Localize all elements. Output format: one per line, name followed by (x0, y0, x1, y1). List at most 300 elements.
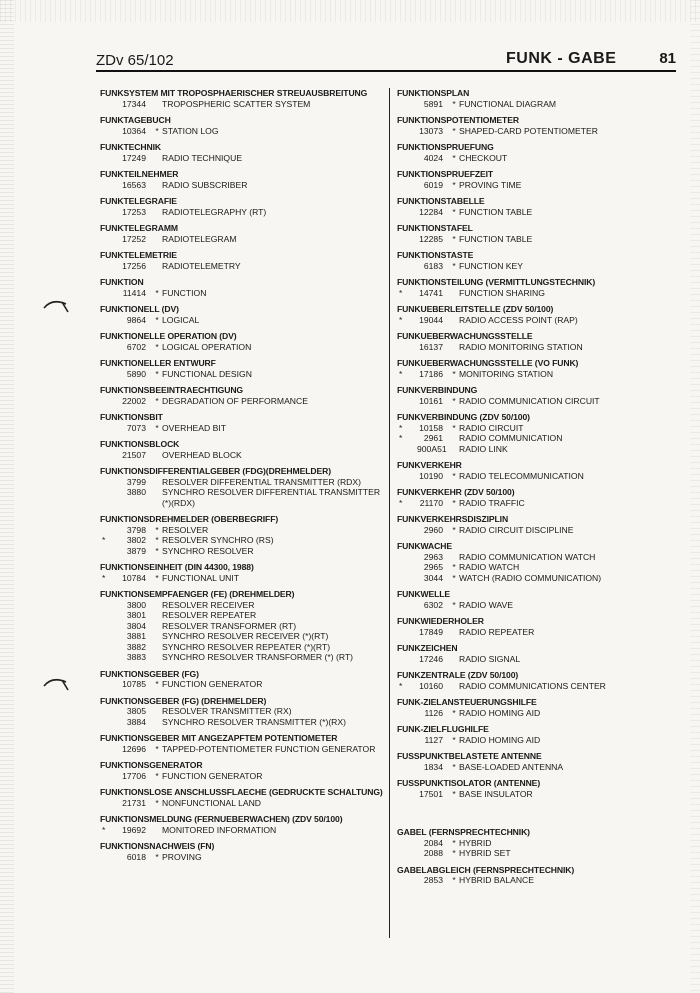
entry-translation-row (100, 852, 390, 863)
entry-translation-row (100, 315, 390, 326)
entry-marker (397, 342, 417, 353)
entry-number: 3884 (126, 716, 146, 727)
entry-translation: MONITORING STATION (459, 368, 554, 379)
entry-number: 3801 (126, 610, 146, 620)
entry-headword: FUNKTION (100, 277, 144, 287)
entry-marker: * (399, 314, 403, 325)
entry-star (449, 342, 459, 353)
dictionary-entry (397, 865, 667, 886)
entry-marker (100, 487, 120, 508)
entry-translation: DEGRADATION OF PERFORMANCE (162, 395, 308, 406)
entry-number: 13073 (419, 125, 443, 136)
entry-marker (397, 180, 417, 191)
entry-number: 3802 (126, 535, 146, 545)
entry-translation-row (100, 610, 390, 621)
entry-marker (100, 798, 120, 809)
entry-marker (100, 450, 120, 461)
entry-translation-row (100, 771, 390, 782)
entry-translation-row (100, 546, 390, 557)
entry-marker (100, 153, 120, 164)
dictionary-entry (397, 304, 667, 325)
dictionary-entry (397, 460, 667, 481)
entry-star (449, 654, 459, 665)
entry-translation: HYBRID SET (459, 848, 511, 858)
entry-translation: RADIO COMMUNICATION (459, 433, 563, 443)
entry-translation: HYBRID BALANCE (459, 875, 534, 885)
entry-headword: FUNK-ZIELANSTEUERUNGSHILFE (397, 697, 537, 707)
entry-headword: FUSSPUNKTBELASTETE ANTENNE (397, 751, 542, 761)
entry-star (449, 681, 459, 692)
entry-number: 10158 (419, 422, 443, 433)
entry-marker (100, 315, 120, 326)
entry-headword: FUNKWIEDERHOLER (397, 616, 484, 626)
entry-translation: PROVING TIME (459, 179, 522, 190)
entry-marker: * (399, 433, 403, 443)
entry-translation: LOGICAL (162, 314, 200, 325)
entry-headword: FUNKUEBERWACHUNGSSTELLE (VO FUNK) (397, 358, 579, 368)
entry-number: 10364 (122, 125, 146, 136)
entry-marker (397, 838, 417, 849)
entry-translation: RADIO TECHNIQUE (162, 152, 243, 163)
entry-translation: SYNCHRO RESOLVER RECEIVER (*)(RT) (162, 631, 329, 641)
entry-star (152, 477, 162, 488)
entry-translation-row (397, 423, 667, 434)
entry-number: 14741 (419, 287, 443, 298)
entry-star (152, 610, 162, 621)
dictionary-entry (100, 385, 390, 406)
entry-headword: FUNKTEILNEHMER (100, 169, 179, 179)
entry-headword: FUNKTIONSLOSE ANSCHLUSSFLAECHE (GEDRUCKTE SCHALTUNG) (100, 787, 383, 797)
entry-translation-row (100, 573, 390, 584)
entry-translation: RESOLVER (162, 524, 209, 535)
entry-translation-row (100, 744, 390, 755)
entry-headword: FUNKUEBERLEITSTELLE (ZDV 50/100) (397, 304, 554, 314)
entry-translation-row (397, 627, 667, 638)
entry-marker (397, 471, 417, 482)
entry-number: 17253 (122, 206, 146, 217)
entry-number: 17252 (122, 233, 146, 244)
entry-translation-row (397, 234, 667, 245)
entry-star: * (452, 761, 456, 772)
dictionary-entry (100, 358, 390, 379)
dictionary-entry (397, 169, 667, 190)
entry-star (152, 600, 162, 611)
entry-translation-row (100, 621, 390, 632)
entry-translation: RADIO TELECOMMUNICATION (459, 470, 584, 481)
entry-marker (100, 126, 120, 137)
entry-marker (100, 369, 120, 380)
entry-headword: FUNKTIONSPLAN (397, 88, 470, 98)
entry-headword: GABELABGLEICH (FERNSPRECHTECHNIK) (397, 864, 575, 875)
entry-headword: FUNKTIONSBIT (100, 412, 163, 422)
entry-marker: * (399, 287, 403, 298)
entry-number: 10785 (122, 679, 146, 689)
entry-translation-row (397, 848, 667, 859)
entry-number: 3880 (126, 487, 146, 497)
entry-number: 5891 (423, 98, 443, 109)
entry-star: * (155, 572, 159, 583)
entry-translation-row (100, 207, 390, 218)
entry-star: * (452, 524, 456, 535)
dictionary-entry (397, 589, 667, 610)
entry-marker (100, 717, 120, 728)
entry-headword: FUNKTIONSBLOCK (100, 439, 180, 449)
entry-star: * (155, 851, 159, 862)
entry-translation: FUNCTION SHARING (459, 287, 545, 298)
entry-headword: FUNKTAGEBUCH (100, 115, 171, 125)
dictionary-entry (100, 115, 390, 136)
dictionary-entry (397, 385, 667, 406)
entry-number: 2961 (423, 433, 443, 443)
entry-translation: RESOLVER TRANSMITTER (RX) (162, 706, 292, 716)
entry-translation: RADIO COMMUNICATIONS CENTER (459, 680, 606, 691)
dictionary-entry (100, 304, 390, 325)
entry-star: * (155, 314, 159, 325)
entry-translation: BASE-LOADED ANTENNA (459, 761, 564, 772)
entry-translation: RESOLVER REPEATER (162, 610, 257, 620)
entry-star: * (452, 562, 456, 572)
entry-number: 7073 (126, 422, 146, 433)
entry-marker (100, 642, 120, 653)
entry-number: 3881 (126, 631, 146, 641)
entry-marker (100, 234, 120, 245)
entry-marker (100, 396, 120, 407)
entry-number: 17849 (419, 626, 443, 637)
dictionary-entry (100, 589, 390, 663)
entry-marker (397, 444, 417, 455)
entry-headword: FUNKTIONSEMPFAENGER (FE) (DREHMELDER) (100, 589, 295, 599)
entry-number: 17706 (122, 770, 146, 781)
entry-marker (397, 99, 417, 110)
entry-translation: RADIO COMMUNICATION WATCH (459, 551, 596, 562)
dictionary-entry (100, 787, 390, 808)
entry-marker: * (399, 368, 403, 379)
entry-number: 3044 (423, 572, 443, 583)
entry-headword: FUNKVERBINDUNG (397, 385, 478, 395)
entry-star (152, 234, 162, 245)
entry-star: * (155, 422, 159, 433)
entry-translation-row (397, 433, 667, 444)
entry-star (152, 631, 162, 642)
dictionary-entry (100, 696, 390, 728)
dictionary-entry (100, 331, 390, 352)
entry-translation-row (100, 652, 390, 663)
entry-star (449, 552, 459, 563)
entry-headword: FUNKTIONSMELDUNG (FERNUEBERWACHEN) (ZDV 50/100) (100, 814, 343, 824)
entry-translation-row (397, 735, 667, 746)
dictionary-entry (397, 827, 667, 859)
dictionary-entry (397, 724, 667, 745)
entry-translation: NONFUNCTIONAL LAND (162, 797, 261, 808)
entry-marker (397, 573, 417, 584)
entry-headword: FUNKTECHNIK (100, 142, 161, 152)
entry-translation-row (397, 573, 667, 584)
column-gap (397, 805, 667, 827)
entry-headword: FUNKSYSTEM MIT TROPOSPHAERISCHER STREUAUSBREITUNG (100, 88, 368, 98)
entry-number: 3879 (126, 545, 146, 556)
entry-translation-row (397, 396, 667, 407)
entry-translation: RESOLVER TRANSFORMER (RT) (162, 620, 297, 631)
entry-headword: FUNKTIONELLER ENTWURF (100, 358, 216, 368)
entry-translation-row (100, 679, 390, 690)
entry-star: * (155, 797, 159, 808)
entry-headword: FUSSPUNKTISOLATOR (ANTENNE) (397, 778, 541, 788)
dictionary-entry (100, 760, 390, 781)
dictionary-entry (100, 88, 390, 109)
entry-star (449, 288, 459, 299)
entry-number: 16563 (122, 179, 146, 190)
entry-star: * (155, 535, 159, 545)
entry-translation: RESOLVER RECEIVER (162, 599, 255, 610)
entry-marker (100, 207, 120, 218)
entry-translation: FUNCTIONAL DESIGN (162, 368, 252, 379)
entry-number: 6702 (126, 341, 146, 352)
dictionary-entry (397, 670, 667, 691)
entry-number: 1834 (423, 761, 443, 772)
dictionary-entry (100, 439, 390, 460)
entry-translation: SYNCHRO RESOLVER REPEATER (*)(RT) (162, 641, 331, 652)
entry-star: * (452, 707, 456, 718)
entry-star: * (155, 679, 159, 689)
dictionary-entry (397, 115, 667, 136)
entry-number: 3799 (126, 476, 146, 487)
entry-headword: FUNKTIONSNACHWEIS (FN) (100, 841, 215, 851)
entry-headword: FUNKTIONELL (DV) (100, 304, 179, 314)
scan-noise-top (0, 0, 700, 22)
entry-translation-row (100, 477, 390, 488)
entry-translation: RADIOTELEGRAM (162, 233, 237, 244)
entry-translation-row (397, 471, 667, 482)
dictionary-entry (397, 358, 667, 379)
entry-number: 2965 (423, 562, 443, 572)
entry-star: * (452, 875, 456, 885)
entry-headword: FUNK-ZIELFLUGHILFE (397, 724, 489, 734)
entry-translation: RADIO MONITORING STATION (459, 341, 583, 352)
entry-star (152, 717, 162, 728)
entry-number: 19044 (419, 314, 443, 325)
entry-marker (397, 654, 417, 665)
entry-marker (397, 562, 417, 573)
entry-number: 3883 (126, 652, 146, 662)
entry-translation: PROVING (162, 851, 202, 862)
entry-headword: FUNKTIONSGEBER MIT ANGEZAPFTEM POTENTIOMETER (100, 733, 338, 743)
entry-marker (100, 180, 120, 191)
entry-marker (397, 261, 417, 272)
entry-star: * (452, 848, 456, 858)
entry-marker: * (102, 535, 106, 545)
entry-translation-row (397, 180, 667, 191)
dictionary-entry (397, 223, 667, 244)
entry-star (152, 180, 162, 191)
entry-star: * (452, 788, 456, 799)
entry-translation-row (397, 342, 667, 353)
entry-star: * (452, 395, 456, 406)
entry-number: 2960 (423, 524, 443, 535)
entry-translation-row (397, 126, 667, 137)
entry-star: * (452, 572, 456, 583)
entry-translation: RADIOTELEMETRY (162, 260, 241, 271)
entry-headword: FUNKWACHE (397, 541, 452, 551)
entry-marker (397, 875, 417, 886)
entry-translation-row (397, 562, 667, 573)
entry-number: 900A51 (417, 443, 447, 454)
entry-translation: RESOLVER SYNCHRO (RS) (162, 535, 274, 545)
section-range: FUNK - GABE (506, 50, 617, 67)
entry-star: * (155, 743, 159, 754)
entry-marker (100, 771, 120, 782)
entry-number: 17501 (419, 788, 443, 799)
entry-marker: * (102, 824, 106, 835)
column-divider (389, 88, 390, 938)
entry-number: 6019 (423, 179, 443, 190)
entry-translation: WATCH (RADIO COMMUNICATION) (459, 572, 602, 583)
dictionary-entry (100, 669, 390, 690)
entry-headword: FUNKVERKEHR (397, 460, 462, 470)
entry-marker (397, 627, 417, 638)
entry-number: 17249 (122, 152, 146, 163)
dictionary-entry (100, 142, 390, 163)
dictionary-entry (100, 841, 390, 862)
entry-marker (100, 610, 120, 621)
entry-star (152, 487, 162, 508)
dictionary-entry (100, 814, 390, 835)
entry-translation-row (397, 875, 667, 886)
entry-translation: RADIO WATCH (459, 562, 520, 572)
entry-translation: RADIO ACCESS POINT (RAP) (459, 314, 578, 325)
entry-translation: RADIO TRAFFIC (459, 497, 525, 508)
entry-translation-row (397, 681, 667, 692)
entry-headword: FUNKZENTRALE (ZDV 50/100) (397, 670, 519, 680)
entry-translation: FUNCTIONAL UNIT (162, 572, 240, 583)
entry-number: 10784 (122, 572, 146, 583)
dictionary-entry (397, 142, 667, 163)
entry-translation: FUNCTION GENERATOR (162, 679, 263, 689)
entry-marker (100, 600, 120, 611)
entry-translation-row (100, 153, 390, 164)
entry-marker (397, 762, 417, 773)
entry-headword: FUNKZEICHEN (397, 643, 458, 653)
entry-marker (100, 342, 120, 353)
dictionary-entry (100, 250, 390, 271)
entry-number: 5890 (126, 368, 146, 379)
entry-star: * (452, 125, 456, 136)
entry-headword: FUNKTIONSGENERATOR (100, 760, 203, 770)
entry-marker (397, 552, 417, 563)
entry-star (152, 652, 162, 663)
entry-number: 3804 (126, 620, 146, 631)
entry-translation-row (397, 288, 667, 299)
entry-translation-row (100, 706, 390, 717)
entry-number: 1127 (424, 734, 443, 745)
entry-marker (397, 600, 417, 611)
entry-headword: FUNKTIONSDREHMELDER (OBERBEGRIFF) (100, 514, 279, 524)
entry-translation-row (100, 261, 390, 272)
entry-headword: FUNKUEBERWACHUNGSSTELLE (397, 331, 533, 341)
entry-translation: BASE INSULATOR (459, 788, 533, 799)
entry-star: * (452, 497, 456, 508)
scan-noise-left (0, 0, 14, 993)
dictionary-entry (397, 331, 667, 352)
entry-star: * (155, 368, 159, 379)
entry-headword: FUNKTIONSPRUEFUNG (397, 142, 494, 152)
entry-translation: FUNCTION TABLE (459, 233, 533, 244)
entry-star: * (155, 125, 159, 136)
entry-number: 1126 (424, 707, 443, 718)
entry-translation-row (100, 288, 390, 299)
entry-star (152, 207, 162, 218)
entry-headword: FUNKTIONSTEILUNG (VERMITTLUNGSTECHNIK) (397, 277, 596, 287)
entry-translation-row (397, 207, 667, 218)
entry-star (152, 706, 162, 717)
entry-headword: FUNKTIONSGEBER (FG) (DREHMELDER) (100, 695, 267, 706)
entry-star (152, 261, 162, 272)
entry-marker (100, 744, 120, 755)
entry-marker (100, 99, 120, 110)
entry-translation: SHAPED-CARD POTENTIOMETER (459, 125, 598, 136)
entry-marker (100, 621, 120, 632)
entry-marker (397, 207, 417, 218)
entry-translation-row (397, 444, 667, 455)
entry-translation: RADIO WAVE (459, 599, 513, 610)
entry-translation-row (100, 99, 390, 110)
entry-marker (100, 706, 120, 717)
entry-translation-row (100, 631, 390, 642)
entry-star: * (452, 260, 456, 271)
entry-star (152, 621, 162, 632)
entry-headword: FUNKTELEGRAMM (100, 223, 178, 233)
entry-star (449, 444, 459, 455)
entry-translation-row (397, 838, 667, 849)
dictionary-entry (397, 277, 667, 298)
left-column (100, 88, 390, 868)
entry-translation-row (397, 261, 667, 272)
entry-number: 6183 (423, 260, 443, 271)
entry-number: 17256 (122, 260, 146, 271)
page-number: 81 (659, 50, 676, 67)
entry-translation: SYNCHRO RESOLVER TRANSMITTER (*)(RX) (162, 716, 346, 727)
entry-headword: FUNKTIONSBEEINTRAECHTIGUNG (100, 385, 244, 395)
dictionary-entry (397, 616, 667, 637)
entry-translation: SYNCHRO RESOLVER TRANSFORMER (*) (RT) (162, 652, 353, 662)
entry-translation: RADIOTELEGRAPHY (RT) (162, 206, 267, 217)
entry-translation: FUNCTION GENERATOR (162, 770, 263, 781)
right-column (397, 88, 667, 892)
dictionary-entry (397, 643, 667, 664)
entry-translation: FUNCTION KEY (459, 260, 523, 271)
entry-translation: STATION LOG (162, 125, 219, 136)
entry-translation: RADIO CIRCUIT (459, 422, 524, 433)
entry-translation: RADIO HOMING AID (459, 707, 541, 718)
entry-translation-row (100, 642, 390, 653)
dictionary-entry (100, 196, 390, 217)
entry-translation-row (100, 535, 390, 546)
entry-translation: RADIO SUBSCRIBER (162, 179, 248, 190)
entry-star: * (155, 395, 159, 406)
entry-marker (397, 848, 417, 859)
header-rule (96, 70, 676, 72)
entry-marker (100, 525, 120, 536)
entry-translation: HYBRID (459, 837, 492, 848)
entry-marker: * (102, 572, 106, 583)
entry-headword: GABEL (FERNSPRECHTECHNIK) (397, 827, 530, 837)
entry-star: * (452, 98, 456, 109)
dictionary-entry (100, 514, 390, 556)
entry-number: 6302 (423, 599, 443, 610)
entry-translation-row (100, 342, 390, 353)
dictionary-entry (397, 697, 667, 718)
entry-star: * (452, 152, 456, 163)
entry-star: * (452, 470, 456, 481)
